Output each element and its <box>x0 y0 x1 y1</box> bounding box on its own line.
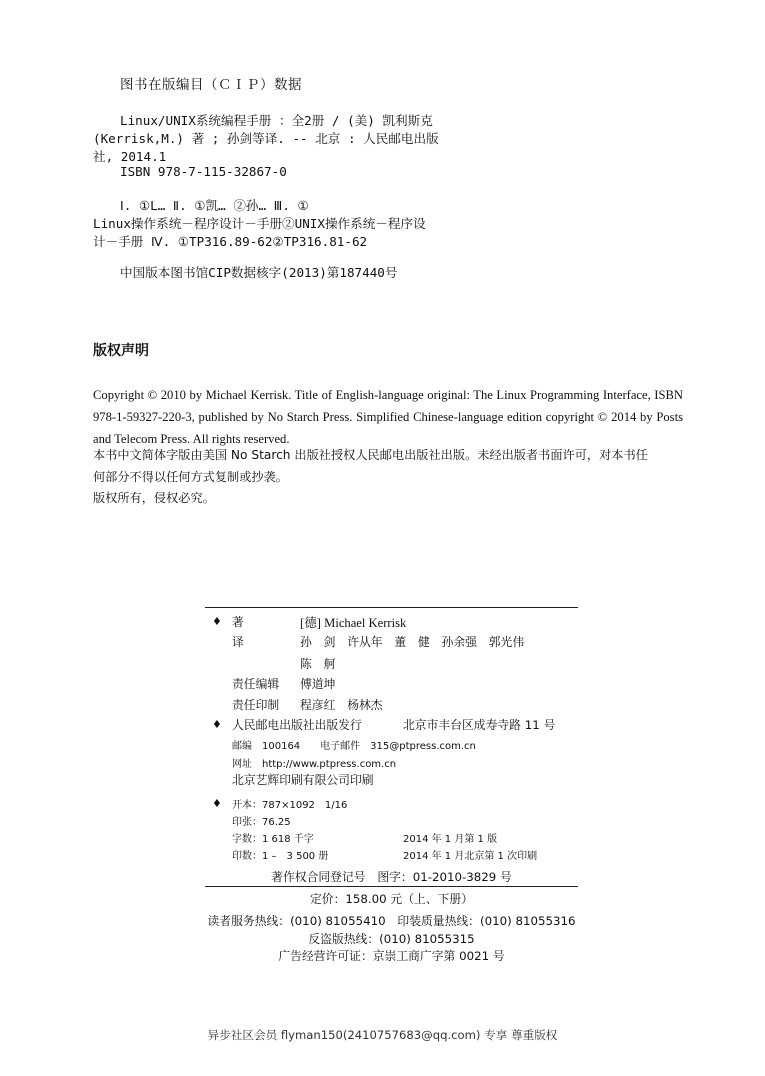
postcode-email: 邮编 100164 电子邮件 315@ptpress.com.cn <box>232 741 476 752</box>
translators-line-1: 孙 剑 许从年 董 健 孙余强 郭光伟 <box>300 635 525 649</box>
publisher: 人民邮电出版社出版发行 <box>232 718 362 732</box>
cip-line-3: 社, 2014.1 <box>93 149 167 164</box>
advertising-license: 广告经营许可证：京崇工商广字第 0021 号 <box>278 949 505 963</box>
publisher-address: 北京市丰台区成寿寺路 11 号 <box>403 718 556 732</box>
cip-record-number: 中国版本图书馆CIP数据核字(2013)第187440号 <box>120 265 398 280</box>
printing-date: 2014 年 1 月北京第 1 次印刷 <box>403 851 538 862</box>
cip-line-6: Linux操作系统－程序设计－手册②UNIX操作系统－程序设 <box>93 216 426 231</box>
anti-piracy-hotline: 反盗版热线：(010) 81055315 <box>308 932 475 946</box>
credits-top-rule <box>205 607 578 608</box>
page-format: 开本：787×1092 1/16 <box>232 800 348 811</box>
credits-bottom-rule <box>205 886 578 887</box>
print-manager-label: 责任印制 <box>232 698 280 712</box>
translator-label: 译 <box>232 635 244 649</box>
member-footer: 异步社区会员 flyman150(2410757683@qq.com) 专享 尊重版权 <box>207 1028 558 1042</box>
cip-line-5: Ⅰ. ①L… Ⅱ. ①凯… ②孙… Ⅲ. ① <box>120 198 309 213</box>
print-sheets: 印张：76.25 <box>232 817 291 828</box>
word-count: 字数：1 618 千字 <box>232 834 314 845</box>
reader-service-hotline: 读者服务热线：(010) 81055410 印装质量热线：(010) 81055316 <box>207 914 576 928</box>
editor-label: 责任编辑 <box>232 677 280 691</box>
copyright-heading: 版权声明 <box>93 343 149 359</box>
editor-name: 傅道坤 <box>300 677 336 691</box>
printer: 北京艺辉印刷有限公司印刷 <box>232 773 374 787</box>
copyright-chinese-line-1: 本书中文简体字版由美国 No Starch 出版社授权人民邮电出版社出版。未经出版者书面许可，对本书任 <box>93 448 648 462</box>
bullet-icon: ♦ <box>212 718 222 731</box>
cip-isbn: ISBN 978-7-115-32867-0 <box>120 164 287 179</box>
bullet-icon: ♦ <box>212 615 222 628</box>
copyright-chinese-line-3: 版权所有，侵权必究。 <box>93 491 215 505</box>
cip-line-1: Linux/UNIX系统编程手册 ：全2册 / (美) 凯利斯克 <box>120 113 433 128</box>
author-label: 著 <box>232 615 244 629</box>
bullet-icon: ♦ <box>212 797 222 810</box>
cip-line-7: 计－手册 Ⅳ. ①TP316.89-62②TP316.81-62 <box>93 234 368 249</box>
copyright-english: Copyright © 2010 by Michael Kerrisk. Title of English-language original: The Linux Programming Interface, ISBN 978-1-59327-220-3, published by No Starch Press. Simplified Chinese-language edition copyright © 2014 by Posts and Telecom Press. All rights reserved. <box>93 388 683 446</box>
copyright-contract-number: 著作权合同登记号 图字：01-2010-3829 号 <box>271 870 512 884</box>
author-name: [德] Michael Kerrisk <box>300 616 407 630</box>
price: 定价：158.00 元（上、下册） <box>310 892 473 906</box>
translators-line-2: 陈 舸 <box>300 657 336 671</box>
copyright-chinese-line-2: 何部分不得以任何方式复制或抄袭。 <box>93 470 288 484</box>
print-manager-names: 程彦红 杨林杰 <box>300 698 383 712</box>
print-run: 印数：1 – 3 500 册 <box>232 851 329 862</box>
cip-title: 图书在版编目（ＣＩＰ）数据 <box>120 77 302 93</box>
edition-date: 2014 年 1 月第 1 版 <box>403 834 498 845</box>
website: 网址 http://www.ptpress.com.cn <box>232 759 397 770</box>
cip-line-2: (Kerrisk,M.) 著 ; 孙剑等译. -- 北京 : 人民邮电出版 <box>93 131 439 146</box>
